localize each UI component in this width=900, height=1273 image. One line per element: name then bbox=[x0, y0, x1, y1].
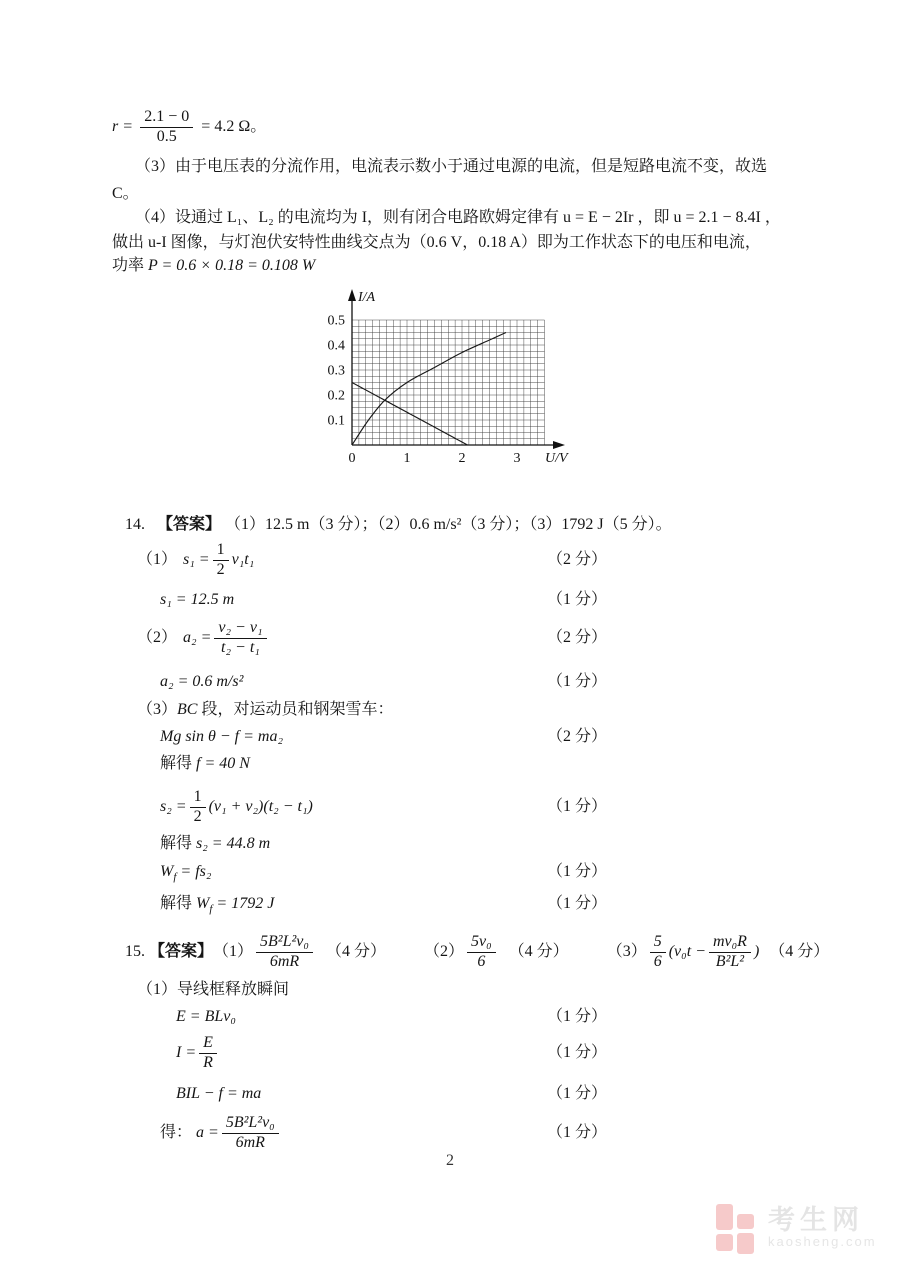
statement-text: 段，对运动员和钢架雪车： bbox=[197, 701, 394, 718]
q14-line-8 bbox=[0, 785, 900, 829]
score-badge: （1 分） bbox=[547, 863, 608, 880]
score-badge: （1 分） bbox=[547, 1008, 608, 1025]
q14-line-3 bbox=[0, 614, 900, 662]
solve-prefix: 解得 bbox=[160, 755, 197, 772]
svg-text:0.4: 0.4 bbox=[327, 338, 345, 354]
score-badge: （1 分） bbox=[547, 1044, 608, 1061]
fraction: $\frac{2.1 - 0}{0.5}$ bbox=[140, 109, 193, 146]
svg-text:0.2: 0.2 bbox=[327, 388, 345, 404]
formula-lhs: s₁ = bbox=[183, 551, 210, 568]
svg-text:0.3: 0.3 bbox=[327, 363, 345, 379]
formula-rhs: (v₁ + v₂)(t₂ − t₁) bbox=[208, 798, 313, 815]
formula: a₂ = 0.6 m/s² bbox=[160, 673, 244, 690]
kaosheng-logo-icon bbox=[714, 1202, 760, 1256]
answer-label: 【答案】 bbox=[157, 516, 222, 533]
formula: s₁ = 12.5 m bbox=[160, 591, 235, 608]
chart-canvas bbox=[297, 285, 607, 480]
score-badge: （4 分） bbox=[769, 943, 830, 960]
formula-rest: = fs₂ bbox=[176, 863, 212, 880]
equals-sign: = bbox=[123, 118, 133, 135]
fraction: $\frac{E}{R}$ bbox=[199, 1035, 217, 1072]
fraction: $\frac{1}{2}$ bbox=[190, 789, 206, 826]
score-badge: （2 分） bbox=[547, 629, 608, 646]
q15-number: 15. bbox=[125, 943, 145, 960]
formula-rhs: v₁t₁ bbox=[231, 551, 255, 568]
svg-text:2: 2 bbox=[458, 451, 466, 466]
statement-text: 导线框释放瞬间 bbox=[177, 981, 290, 998]
formula: s₂ = 44.8 m bbox=[196, 835, 271, 852]
score-badge: （1 分） bbox=[547, 591, 608, 608]
item-label: （2） bbox=[423, 943, 464, 960]
answer-label: 【答案】 bbox=[149, 943, 214, 960]
formula-mid: (v₀t − bbox=[668, 943, 706, 960]
fraction: $\frac{5}{6}$ bbox=[650, 934, 666, 971]
formula: f = 40 N bbox=[196, 755, 250, 772]
formula-lhs: s₂ = bbox=[160, 798, 187, 815]
q14-summary: （1）12.5 m（3 分）；（2）0.6 m/s²（3 分）；（3）1792 J（5 分）。 bbox=[225, 516, 672, 533]
q15-line-2 bbox=[0, 1007, 900, 1027]
paragraph-4-line1: （4）设通过 L₁、L₂ 的电流均为 I，则有闭合电路欧姆定律有 u = E − 2Ir ，即 u = 2.1 − 8.4I ， bbox=[135, 209, 781, 226]
fraction: $\frac{1}{2}$ bbox=[213, 542, 229, 579]
score-badge: （1 分） bbox=[547, 673, 608, 690]
formula: E = BLv₀ bbox=[176, 1008, 236, 1025]
item-label: （2） bbox=[137, 629, 178, 646]
watermark-domain: kaosheng.com bbox=[768, 1234, 877, 1250]
formula-base: W bbox=[160, 863, 174, 880]
fraction: $\frac{\text{5B²L²v₀}}{6mR}$ bbox=[222, 1115, 279, 1152]
svg-text:0.5: 0.5 bbox=[327, 313, 345, 329]
q14-line-9 bbox=[0, 834, 900, 854]
score-badge: （2 分） bbox=[547, 728, 608, 745]
formula-rhs: = 4.2 Ω。 bbox=[201, 118, 267, 135]
paragraph-4-line3 bbox=[0, 256, 900, 276]
q15-line-5 bbox=[0, 1110, 900, 1156]
score-badge: （1 分） bbox=[547, 798, 608, 815]
page-number: 2 bbox=[446, 1152, 454, 1169]
formula-rest: = 1792 J bbox=[212, 895, 275, 912]
q14-line-2 bbox=[0, 590, 900, 610]
svg-text:1: 1 bbox=[403, 451, 411, 466]
paragraph-4-line2: 做出 u-I 图像，与灯泡伏安特性曲线交点为（0.6 V，0.18 A）即为工作状态下的电压和电流， bbox=[112, 234, 761, 251]
score-badge: （2 分） bbox=[547, 551, 608, 568]
formula-lhs: a = bbox=[196, 1124, 219, 1141]
score-badge: （1 分） bbox=[547, 1124, 608, 1141]
svg-text:I/A: I/A bbox=[358, 290, 376, 305]
fraction: $\frac{\text{5B²L²v₀}}{6mR}$ bbox=[256, 934, 313, 971]
score-badge: （1 分） bbox=[547, 1085, 608, 1102]
segment-name: BC bbox=[177, 701, 198, 718]
vi-characteristic-chart bbox=[297, 285, 607, 480]
q14-line-6 bbox=[0, 727, 900, 747]
svg-text:U/V: U/V bbox=[545, 451, 568, 466]
kaosheng-watermark bbox=[714, 1202, 877, 1256]
watermark-text bbox=[768, 1207, 877, 1251]
watermark-name: 考生网 bbox=[768, 1205, 864, 1236]
fraction: $\frac{\text{mv₀R}}{\text{B²L²}}$ bbox=[709, 934, 751, 971]
q15-line-1 bbox=[0, 980, 900, 1000]
score-badge: （4 分） bbox=[508, 943, 569, 960]
formula: BIL − f = ma bbox=[176, 1085, 262, 1102]
q14-heading bbox=[0, 515, 900, 535]
formula-internal-resistance bbox=[0, 104, 900, 150]
solve-prefix: 解得 bbox=[160, 835, 197, 852]
item-label: （1） bbox=[213, 943, 254, 960]
q14-line-5 bbox=[0, 700, 900, 720]
score-badge: （4 分） bbox=[325, 943, 386, 960]
svg-text:0.1: 0.1 bbox=[327, 413, 345, 429]
fraction: $\frac{\text{5v₀}}{6}$ bbox=[467, 934, 496, 971]
q14-line-7 bbox=[0, 754, 900, 774]
item-label: （1） bbox=[137, 551, 178, 568]
q14-line-11 bbox=[0, 894, 900, 917]
formula-lhs: a₂ = bbox=[183, 629, 212, 646]
q15-heading bbox=[0, 928, 900, 976]
result-prefix: 得： bbox=[160, 1124, 193, 1141]
q15-line-4 bbox=[0, 1084, 900, 1104]
paragraph-3-line1: （3）由于电压表的分流作用，电流表示数小于通过电源的电流，但是短路电流不变，故选 bbox=[135, 158, 768, 175]
solve-prefix: 解得 bbox=[160, 895, 197, 912]
fraction: $\frac{\text{v₂ − v₁}}{\text{t₂ − t₁}}$ bbox=[214, 620, 266, 657]
item-label: （3） bbox=[606, 943, 647, 960]
formula-subscript: f bbox=[173, 871, 177, 884]
power-formula: P = 0.6 × 0.18 = 0.108 W bbox=[148, 257, 316, 274]
formula-lhs: r bbox=[112, 118, 119, 135]
score-badge: （1 分） bbox=[547, 895, 608, 912]
paragraph-3-line2: C。 bbox=[112, 185, 139, 202]
formula: Mg sin θ − f = ma₂ bbox=[160, 728, 284, 745]
q14-line-10 bbox=[0, 862, 900, 885]
q14-number: 14. bbox=[125, 516, 145, 533]
svg-text:3: 3 bbox=[513, 451, 521, 466]
formula-lhs: I = bbox=[176, 1044, 197, 1061]
svg-text:0: 0 bbox=[348, 451, 356, 466]
q15-line-3 bbox=[0, 1031, 900, 1075]
item-label: （3） bbox=[137, 701, 178, 718]
formula-base: W bbox=[196, 895, 210, 912]
formula-subscript: f bbox=[209, 903, 213, 916]
q14-line-4 bbox=[0, 672, 900, 692]
q14-line-1 bbox=[0, 538, 900, 582]
formula-close: ) bbox=[753, 943, 760, 960]
power-prefix: 功率 bbox=[112, 257, 149, 274]
item-label: （1） bbox=[137, 981, 178, 998]
